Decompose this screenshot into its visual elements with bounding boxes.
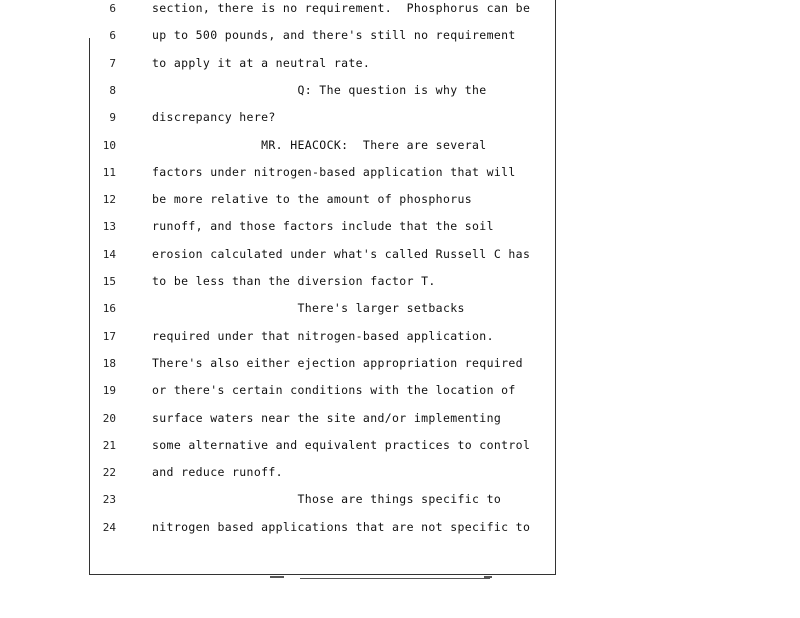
- line-number: 24: [102, 520, 116, 534]
- transcript-line-text: to apply it at a neutral rate.: [152, 55, 371, 70]
- line-number: 19: [102, 384, 116, 398]
- line-number: 14: [102, 247, 116, 261]
- line-number: 8: [109, 83, 116, 97]
- transcript-line-text: required under that nitrogen-based application.: [152, 328, 494, 343]
- line-number: 20: [102, 411, 116, 425]
- line-number: 18: [102, 356, 116, 370]
- line-number: 6: [109, 2, 116, 15]
- line-number: 7: [109, 56, 116, 70]
- transcript-line-text: erosion calculated under what's called Russell C has: [152, 246, 531, 261]
- bottom-margin-rule: [89, 574, 556, 575]
- transcript-line-text: and reduce runoff.: [152, 465, 283, 480]
- transcript-line-text: runoff, and those factors include that the soil: [152, 219, 494, 234]
- line-number: 23: [102, 493, 116, 507]
- transcript-line-text: surface waters near the site and/or implementing: [152, 410, 502, 425]
- transcript-line-text: section, there is no requirement. Phosphorus can be: [152, 1, 531, 15]
- transcript-line-text: There's larger setbacks: [152, 301, 465, 316]
- transcript-line-text: up to 500 pounds, and there's still no requirement: [152, 28, 516, 43]
- transcript-line-text: There's also either ejection appropriation required: [152, 355, 523, 370]
- line-number: 11: [102, 165, 116, 179]
- transcript-line-text: to be less than the diversion factor T.: [152, 274, 436, 288]
- line-number: 10: [102, 138, 116, 152]
- transcript-line-text: MR. HEACOCK: There are several: [152, 137, 487, 152]
- transcript-line-text: or there's certain conditions with the location of: [152, 383, 516, 398]
- line-number: 15: [102, 275, 116, 288]
- line-number: 12: [102, 193, 116, 207]
- line-number: 6: [109, 29, 116, 43]
- transcript-line-text: be more relative to the amount of phosphorus: [152, 192, 473, 207]
- line-number: 17: [102, 329, 116, 343]
- transcript-line-text: discrepancy here?: [152, 110, 276, 125]
- line-number: 13: [102, 220, 116, 234]
- transcript-line-text: Q: The question is why the: [152, 82, 487, 97]
- line-number: 22: [102, 466, 116, 480]
- line-number: 16: [102, 302, 116, 316]
- line-number: 21: [102, 438, 116, 452]
- transcript-line-text: factors under nitrogen-based application that will: [152, 164, 516, 179]
- footer-mark: [270, 576, 284, 578]
- transcript-line-text: some alternative and equivalent practices to control: [152, 437, 531, 452]
- right-margin-rule: [555, 0, 556, 575]
- left-margin-rule: [89, 38, 90, 574]
- line-number: 9: [109, 111, 116, 125]
- footer-mark: [484, 576, 492, 578]
- transcript-line-text: nitrogen based applications that are not specific to: [152, 519, 531, 534]
- footer-mark: [300, 578, 490, 579]
- transcript-line-text: Those are things specific to: [152, 492, 502, 507]
